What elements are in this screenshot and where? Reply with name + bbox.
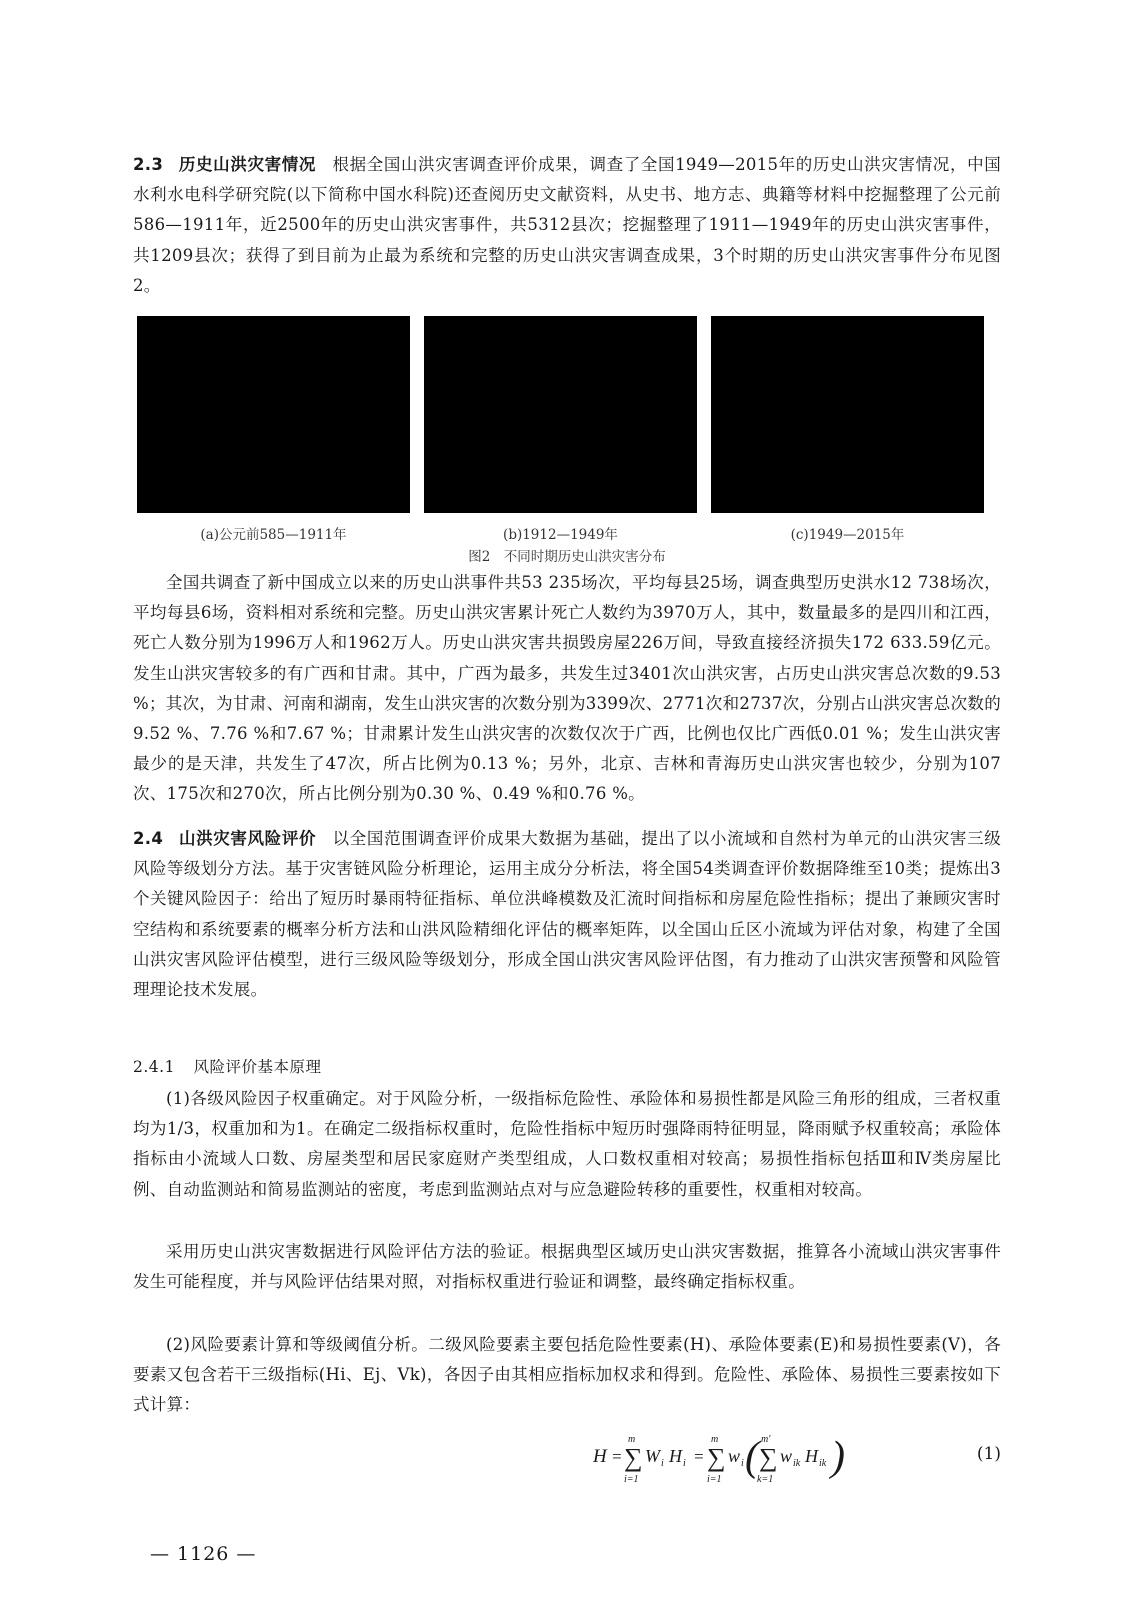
section-body: 根据全国山洪灾害调查评价成果，调查了全国1949—2015年的历史山洪灾害情况，中国水利水电科学研究院(以下简称中国水科院)还查阅历史文献资料，从史书、地方志、典籍等材料中挖掘整理了公元前586—1911年，近2500年的历史山洪灾害事件，共5312县次；挖掘整理了1911—1949年的历史山洪灾害事件，共1209县次；获得了到目前为止最为系统和完整的历史山洪灾害调查成果，3个时期的历史山洪灾害事件分布见图2。 — [133, 155, 1002, 295]
equation-number: (1) — [976, 1444, 1001, 1464]
validation-paragraph: 采用历史山洪灾害数据进行风险评估方法的验证。根据典型区域历史山洪灾害数据，推算各小流域山洪灾害事件发生可能程度，并与风险评估结果对照，对指标权重进行验证和调整，最终确定指标权重。 — [133, 1242, 1001, 1292]
page-number: — 1126 — — [150, 1543, 257, 1565]
svg-text:(: ( — [745, 1434, 759, 1480]
section-title: 山洪灾害风险评价 — [178, 829, 317, 848]
weight-paragraph: (1)各级风险因子权重确定。对于风险分析，一级指标危险性、承险体和易损性都是风险三角形的组成，三者权重均为1/3，权重加和为1。在确定二级指标权重时，危险性指标中短历时强降雨特征明显，降雨赋予权重较高；承险体指标由小流域人口数、房屋类型和居民家庭财产类型组成，人口数权重相对较高；易损性指标包括Ⅲ和Ⅳ类房屋比例、自动监测站和简易监测站的密度，考虑到监测站点对与应急避险转移的重要性，权重相对较高。 — [133, 1089, 1001, 1199]
svg-text:H: H — [669, 1446, 682, 1466]
section-body: 以全国范围调查评价成果大数据为基础，提出了以小流域和自然村为单元的山洪灾害三级风险等级划分方法。基于灾害链风险分析理论，运用主成分分析法，将全国54类调查评价数据降维至10类；提炼出3个关键风险因子：给出了短历时暴雨特征指标、单位洪峰模数及汇流时间指标和房屋危险性指标；提出了兼顾灾害时空结构和系统要素的概率分析方法和山洪风险精细化评估的概率矩阵，以全国山丘区小流域为评估对象，构建了全国山洪灾害风险评估模型，进行三级风险等级划分，形成全国山洪灾害风险评估图，有力推动了山洪灾害预警和风险管理理论技术发展。 — [133, 829, 1002, 1000]
svg-text:m′: m′ — [761, 1434, 771, 1445]
figure-2b-image — [424, 316, 697, 513]
svg-text:=: = — [693, 1447, 705, 1466]
subsection-title: 风险评价基本原理 — [193, 1058, 322, 1076]
svg-text:i: i — [741, 1458, 744, 1469]
svg-text:∑: ∑ — [759, 1443, 778, 1472]
section-title: 历史山洪灾害情况 — [178, 155, 316, 174]
svg-text:m: m — [711, 1434, 719, 1445]
svg-text:i: i — [661, 1458, 664, 1469]
subsection-2-4-1-heading — [133, 1055, 322, 1077]
figure-2c-caption: (c)1949—2015年 — [790, 527, 905, 543]
svg-text:∑: ∑ — [624, 1443, 643, 1472]
section-number: 2.4 — [133, 829, 164, 848]
svg-text:i=1: i=1 — [624, 1474, 639, 1485]
section-number: 2.3 — [133, 155, 164, 174]
svg-text:∑: ∑ — [707, 1443, 726, 1472]
svg-text:H: H — [805, 1446, 818, 1466]
equation-formula — [593, 1430, 853, 1490]
svg-text:i: i — [683, 1458, 686, 1469]
subsection-number: 2.4.1 — [133, 1058, 175, 1076]
equation-1 — [133, 1430, 1001, 1490]
svg-text:ik: ik — [819, 1458, 827, 1469]
figure-2a-caption: (a)公元前585—1911年 — [200, 527, 347, 543]
svg-text:=: = — [611, 1447, 623, 1466]
svg-text:m: m — [628, 1434, 636, 1445]
figure-2b-caption: (b)1912—1949年 — [503, 527, 618, 543]
figure-2c-image — [711, 316, 984, 513]
statistics-paragraph: 全国共调查了新中国成立以来的历史山洪事件共53 235场次，平均每县25场，调查典型历史洪水12 738场次，平均每县6场，资料相对系统和完整。历史山洪灾害累计死亡人数约为3970万人，其中，数量最多的是四川和江西，死亡人数分别为1996万人和1962万人。历史山洪灾害共损毁房屋226万间，导致直接经济损失172 633.59亿元。发生山洪灾害较多的有广西和甘肃。其中，广西为最多，共发生过3401次山洪灾害，占历史山洪灾害总次数的9.53 %；其次，为甘肃、河南和湖南，发生山洪灾害的次数分别为3399次、2771次和2737次，分别占山洪灾害总次数的9.52 %、7.76 %和7.67 %；甘肃累计发生山洪灾害的次数仅次于广西，比例也仅比广西低0.01 %；发生山洪灾害最少的是天津，共发生了47次，所占比例为0.13 %；另外，北京、吉林和青海历史山洪灾害也较少，分别为107次、175次和270次，所占比例分别为0.30 %、0.49 %和0.76 %。 — [133, 573, 1001, 804]
svg-text:ik: ik — [793, 1458, 801, 1469]
figure-2a-image — [137, 316, 410, 513]
svg-text:i=1: i=1 — [707, 1474, 722, 1485]
figure-2-title: 图2 不同时期历史山洪灾害分布 — [468, 549, 666, 565]
svg-text:k=1: k=1 — [757, 1474, 774, 1485]
svg-text:H: H — [593, 1446, 607, 1467]
svg-text:W: W — [645, 1446, 660, 1466]
svg-text:w: w — [780, 1446, 793, 1466]
svg-text:): ) — [831, 1434, 845, 1480]
svg-text:w: w — [728, 1446, 741, 1466]
section-2-3-paragraph — [133, 150, 1001, 301]
section-2-4-paragraph — [133, 824, 1001, 1005]
risk-element-paragraph: (2)风险要素计算和等级阈值分析。二级风险要素主要包括危险性要素(H)、承险体要素(E)和易损性要素(V)，各要素又包含若干三级指标(Hi、Ej、Vk)，各因子由其相应指标加权求和得到。危险性、承险体、易损性三要素按如下式计算： — [133, 1335, 1001, 1415]
